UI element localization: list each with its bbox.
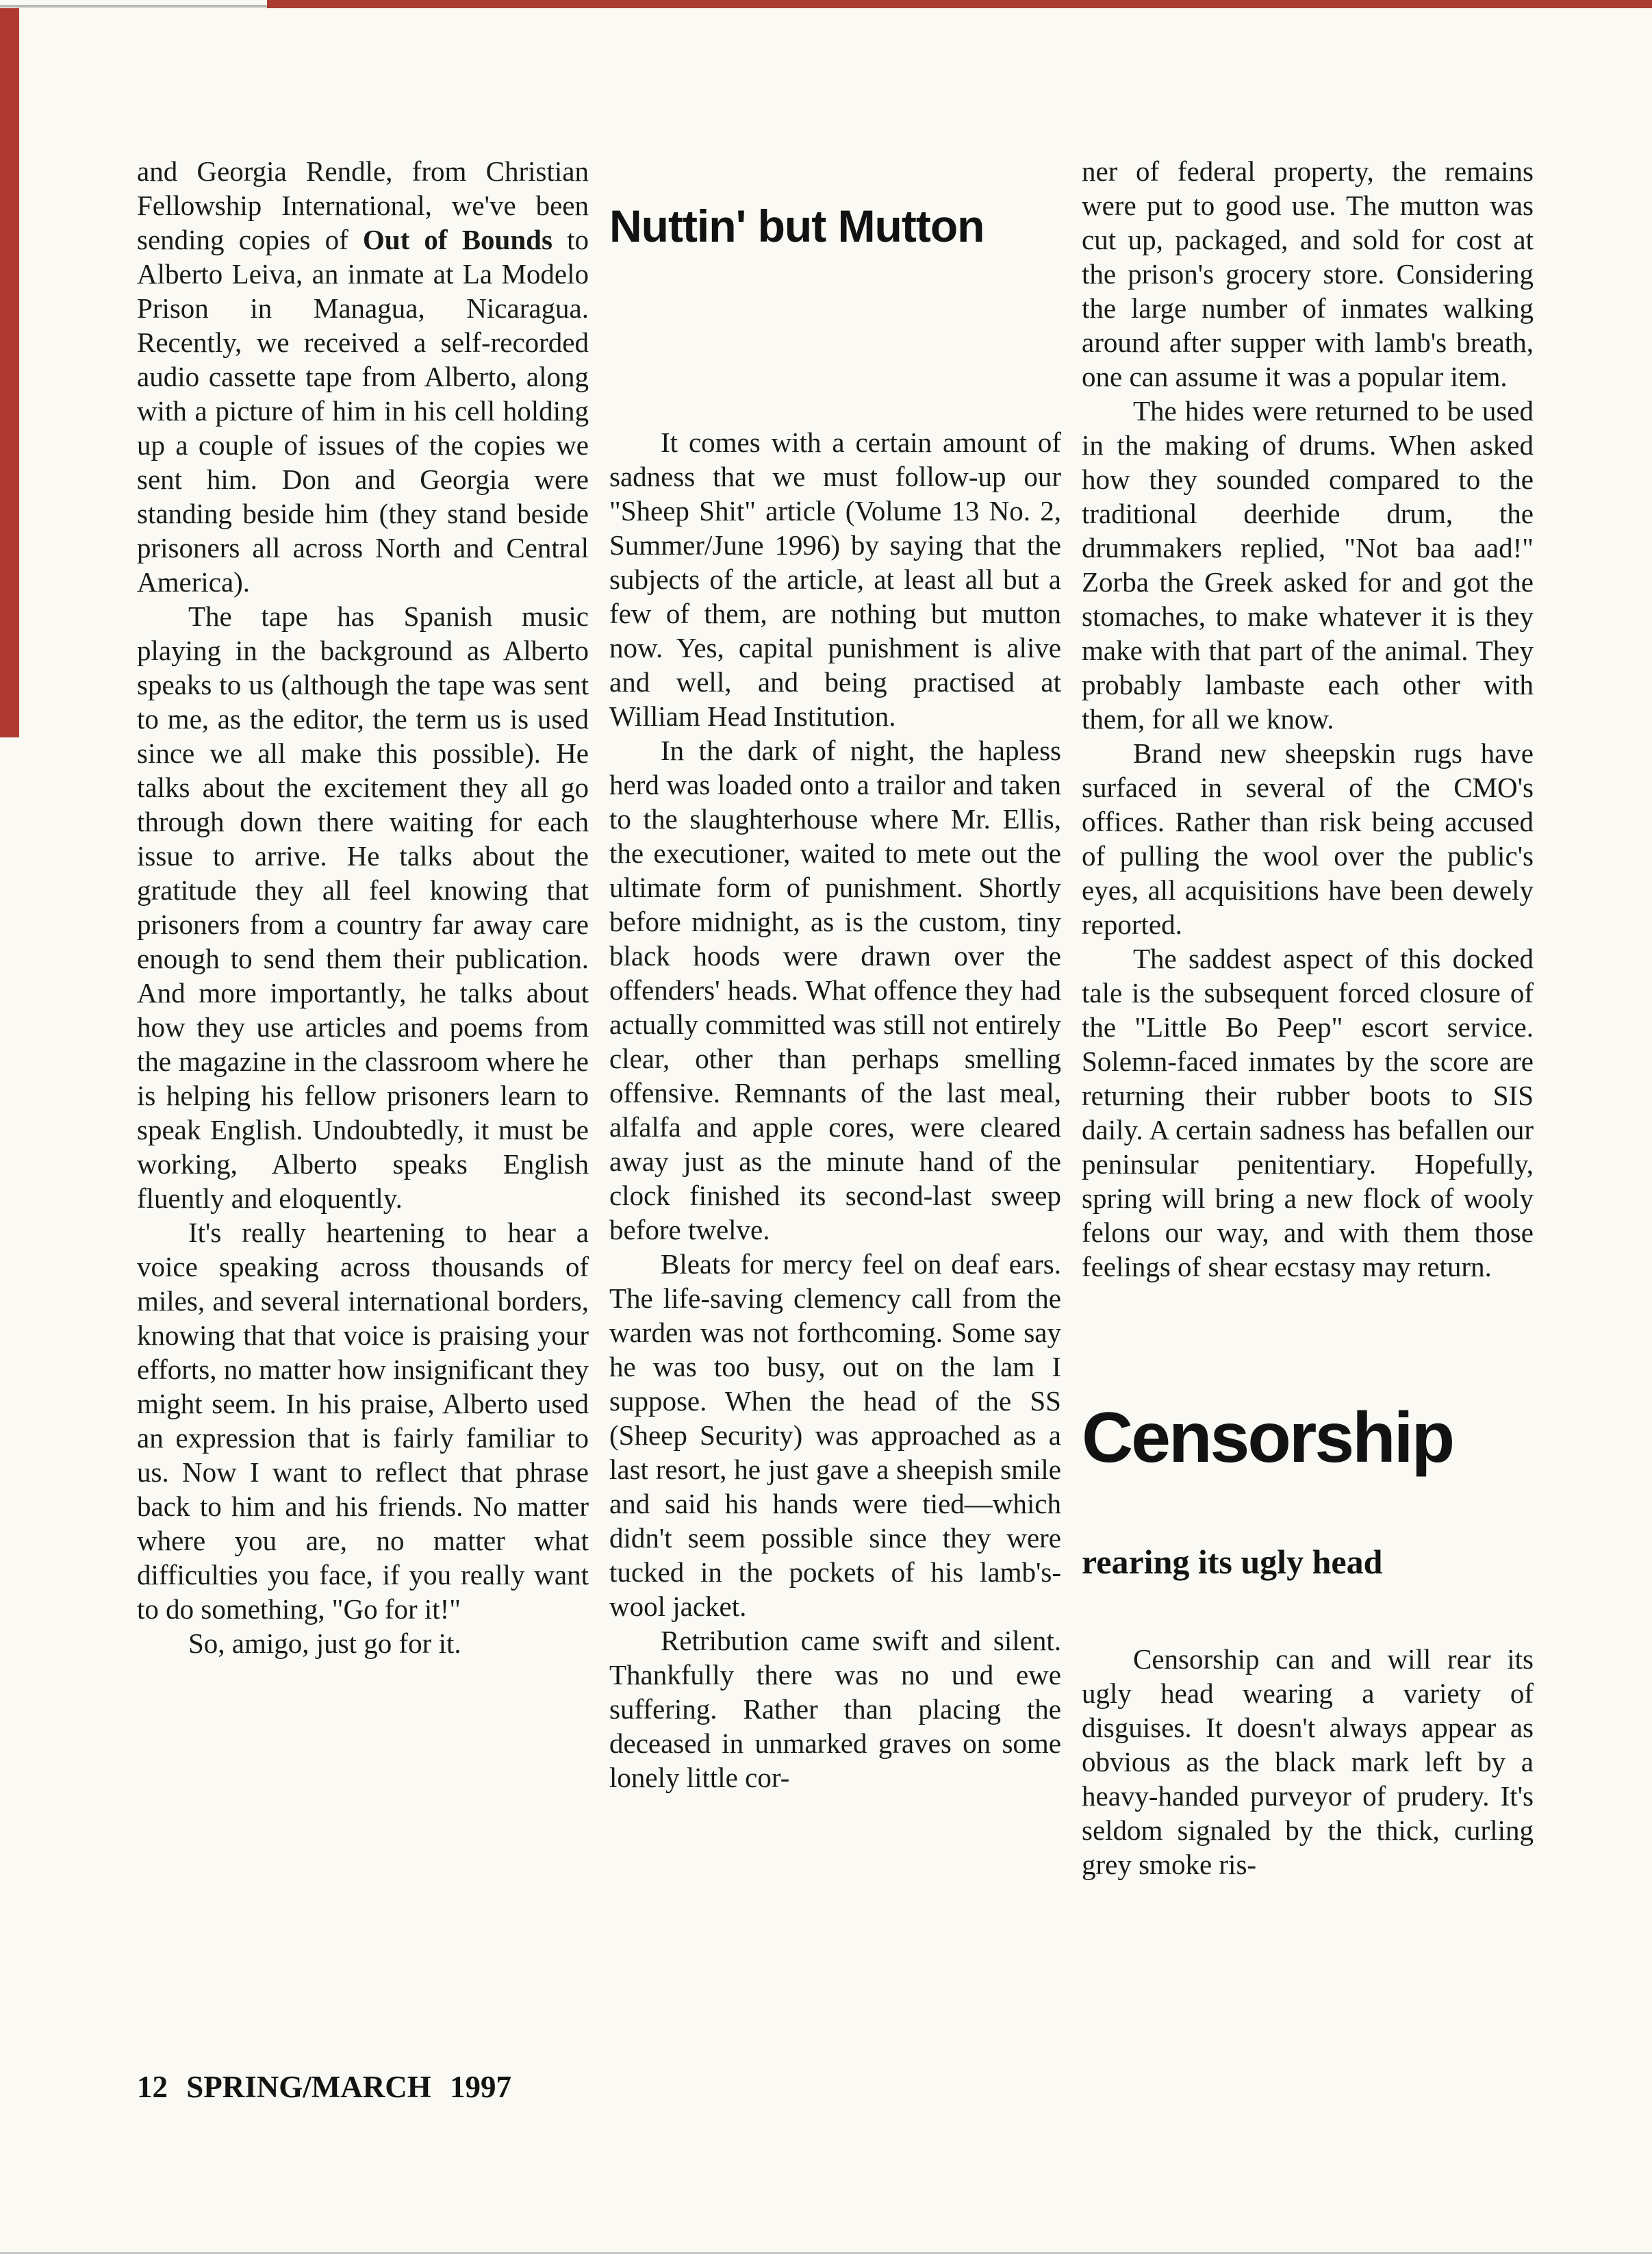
paragraph: The saddest aspect of this docked tale is the subsequent forced closure of the "Little Bo Peep" escort service. Solemn-faced inmates by the score are returning their rubber boots to SIS daily. A certain sadness has befallen our peninsular penitentiary. Hopefully, spring will bring a new flock of wooly felons our way, and with them those feelings of shear ecstasy may return. [1082,943,1534,1282]
paragraph: Retribution came swift and silent. Thankfully there was no und ewe suffering. Rather than placing the deceased in unmarked graves on some lonely little cor- [609,1625,1061,1793]
column-right [1082,0,1534,1882]
paragraph-text: to Alberto Leiva, an inmate at La Modelo Prison in Managua, Nicaragua. Recently, we received a self-recorded audio cassette tape from Alberto, along with a picture of him in his cell holding up a couple of issues of the copies we sent him. Don and Georgia were standing beside him (they stand beside prisoners all across North and Central America). [137,224,589,598]
paragraph-continued-from-previous-page [137,154,589,599]
page-footer-issue-label: 12 SPRING/MARCH 1997 [137,2070,511,2104]
paragraph: The hides were returned to be used in the making of drums. When asked how they sounded compared to the traditional deerhide drum, the drummakers replied, "Not baa aad!" Zorba the Greek asked for and got the stomaches, to make whatever it is they make with that part of the animal. They probably lambaste each other with them, for all we know. [1082,395,1534,735]
column-left [137,0,589,1882]
scan-left-red-strip [0,8,19,737]
article-subheading-rearing-its-ugly-head: rearing its ugly head [1082,1543,1383,1581]
paragraph: Censorship can and will rear its ugly head wearing a variety of disguises. It doesn't always appear as obvious as the black mark left by a heavy-handed purveyor of prudery. It's seldom signaled by the thick, curling grey smoke ris- [1082,1643,1534,1880]
column-center [609,0,1061,1882]
three-column-layout [137,0,1534,1882]
paragraph: The tape has Spanish music playing in the background as Alberto speaks to us (although the tape was sent to me, as the editor, the term us is used since we all make this possible). He talks about the excitement they all go through down there waiting for each issue to arrive. He talks about the gratitude they all feel knowing that prisoners from a country far away care enough to send them their publication. And more importantly, he talks about how they use articles and poems from the magazine in the classroom where he is helping his fellow prisoners learn to speak English. Undoubtedly, it must be working, Alberto speaks English fluently and eloquently. [137,600,589,1214]
article-heading-nuttin-but-mutton: Nuttin' but Mutton [609,201,984,251]
paragraph: In the dark of night, the hapless herd was loaded onto a trailor and taken to the slaughterhouse where Mr. Ellis, the executioner, waited to mete out the ultimate form of punishment. Shortly before midnight, as is the custom, tiny black hoods were drawn over the offenders' heads. What offence they had actually committed was still not entirely clear, other than perhaps smelling offensive. Remnants of the last meal, alfalfa and apple cores, were cleared away just as the minute hand of the clock finished its second-last sweep before twelve. [609,735,1061,1245]
paragraph: Bleats for mercy feel on deaf ears. The life-saving clemency call from the warden was not forthcoming. Some say he was too busy, out on the lam I suppose. When the head of the SS (Sheep Security) was approached as a last resort, he just gave a sheepish smile and said his hands were tied—which didn't seem possible since they were tucked in the pockets of his lamb's-wool jacket. [609,1248,1061,1622]
paragraph: It comes with a certain amount of sadness that we must follow-up our "Sheep Shit" article (Volume 13 No. 2, Summer/June 1996) by saying that the subjects of the article, at least all but a few of them, are nothing but mutton now. Yes, capital punishment is alive and well, and being practised at William Head Institution. [609,427,1061,732]
article-heading-censorship: Censorship [1082,1398,1453,1478]
paragraph-text: and Georgia Rendle, from Christian Fellowship International, we've been sending copies of [137,155,589,255]
paragraph-continued-from-center-column: ner of federal property, the remains were put to good use. The mutton was cut up, packaged, and sold for cost at the prison's grocery store. Considering the large number of inmates walking around after supper with lamb's breath, one can assume it was a popular item. [1082,155,1534,392]
magazine-title-bold: Out of Bounds [362,224,552,255]
paragraph: It's really heartening to hear a voice speaking across thousands of miles, and several international borders, knowing that that voice is praising your efforts, no matter how insignificant they might seem. In his praise, Alberto used an expression that is fairly familiar to us. Now I want to reflect that phrase back to him and his friends. No matter where you are, no matter what difficulties you face, if you really want to do something, "Go for it!" [137,1217,589,1625]
paragraph: So, amigo, just go for it. [188,1628,461,1659]
paragraph: Brand new sheepskin rugs have surfaced in several of the CMO's offices. Rather than risk being accused of pulling the wool over the public's eyes, all acquisitions have been dewely reported. [1082,737,1534,940]
